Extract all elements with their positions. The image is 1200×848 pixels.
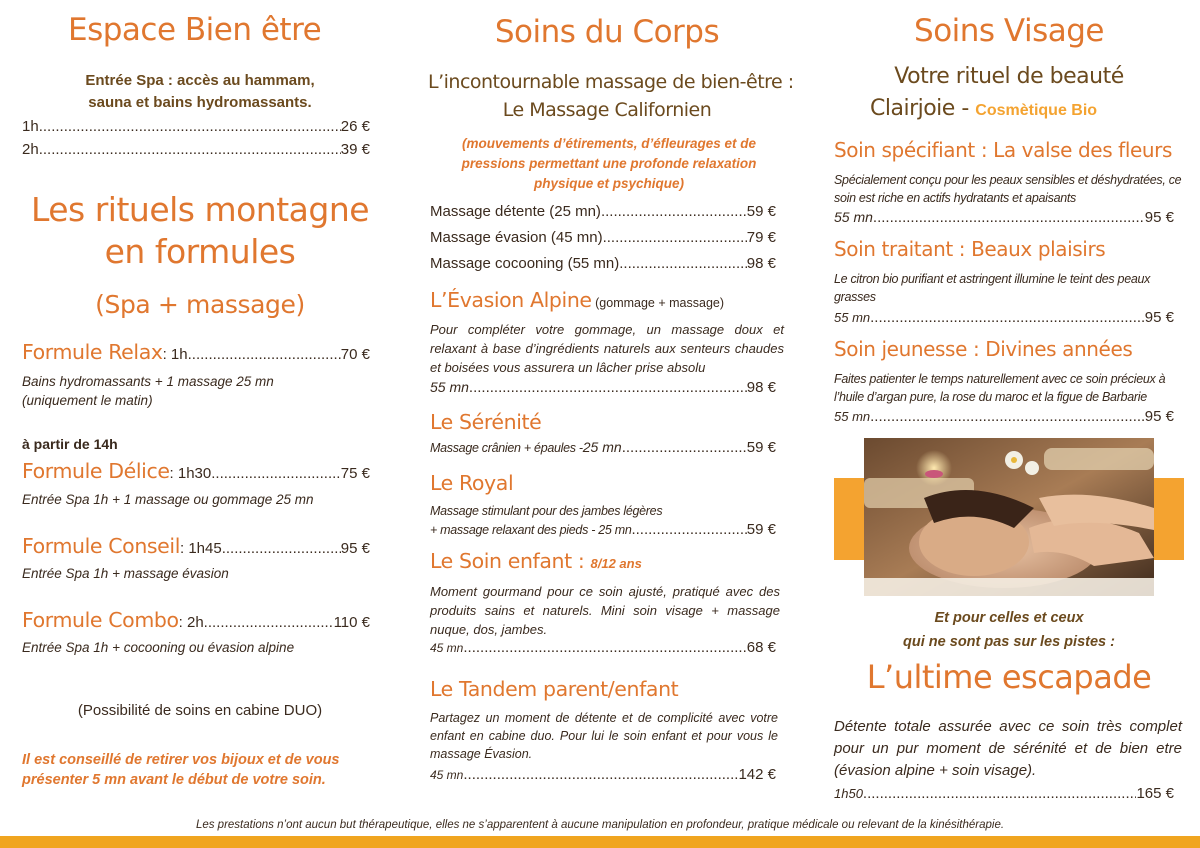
rituel-brand: Clairjoie -: [870, 96, 976, 121]
formule-price: 95 €: [340, 540, 370, 557]
royal-title: Le Royal: [430, 471, 514, 495]
facial-massage-photo: [864, 438, 1154, 596]
section-title: Espace Bien être: [68, 12, 322, 48]
serenite-duration: 25 mn: [582, 439, 622, 455]
soin-enfant-duration: 45 mn: [430, 641, 464, 655]
soin-visage-duration: 55 mn: [834, 310, 871, 325]
massage-price: 59 €: [746, 203, 776, 220]
soin-visage-price: 95 €: [1144, 309, 1174, 326]
spa-price-row: [22, 141, 370, 158]
evasion-alpine-duration: 55 mn: [430, 379, 469, 395]
soin-visage-desc: Spécialement conçu pour les peaux sensibles et déshydratées, ce soin est riche en actifs hydratants et apaisants: [834, 173, 1182, 205]
column-soins-visage: [834, 0, 1184, 810]
formule-price: 75 €: [340, 465, 370, 482]
advice-note: Il est conseillé de retirer vos bijoux et de vous présenter 5 mn avant le début de votre soin.: [22, 752, 340, 788]
massage-price-row: [430, 255, 776, 272]
duo-note: (Possibilité de soins en cabine DUO): [77, 702, 323, 719]
massage-price-row: [430, 203, 776, 220]
soin-enfant-heading: [430, 549, 642, 573]
formule-price: 110 €: [333, 614, 370, 631]
ultime-escapade-price: 165 €: [1136, 785, 1174, 802]
formule-delice-row: [22, 459, 370, 483]
evasion-alpine-title: L’Évasion Alpine: [430, 288, 592, 312]
formule-desc: Entrée Spa 1h + massage évasion: [22, 566, 229, 581]
disclaimer: Les prestations n’ont aucun but thérapeutique, elles ne s’apparentent à aucune manipulation en profondeur, pratique médicale ou relevant de la kinésithérapie.: [195, 819, 1005, 831]
soin-visage-price: 95 €: [1144, 209, 1174, 226]
formule-name: Formule Relax: [22, 340, 163, 364]
soin-visage-duration: 55 mn: [834, 409, 871, 424]
californien-subtitle-2: Le Massage Californien: [502, 99, 712, 121]
royal-desc-line-2: + massage relaxant des pieds - 25 mn: [430, 523, 632, 537]
price-value: 39 €: [340, 141, 370, 158]
spa-intro-line-2: sauna et bains hydromassants.: [88, 94, 312, 111]
spa-price-row: [22, 118, 370, 135]
serenite-price-row: [430, 438, 776, 457]
serenite-title: Le Sérénité: [430, 410, 542, 434]
price-label: 1h: [22, 118, 39, 135]
rituel-subtitle-2: [870, 96, 1097, 121]
royal-desc-line-1: Massage stimulant pour des jambes légères: [430, 504, 663, 518]
soin-visage-price: 95 €: [1144, 408, 1174, 425]
evasion-alpine-desc: Pour compléter votre gommage, un massage doux et relaxant à base d’ingrédients naturels aux senteurs chaudes et boisées vous assurera un lâcher prise absolu: [430, 322, 784, 375]
price-value: 26 €: [340, 118, 370, 135]
pistes-line-2: qui ne sont pas sur les pistes :: [903, 634, 1115, 650]
soin-visage-title: Soin traitant : Beaux plaisirs: [834, 237, 1106, 261]
evasion-alpine-price: 98 €: [746, 379, 776, 396]
soin-visage-desc: Faites patienter le temps naturellement avec ce soin précieux à l’huile d’argan pure, la rose du maroc et la figue de Barbarie: [834, 372, 1166, 404]
soin-enfant-age: 8/12 ans: [590, 556, 642, 571]
formule-duration: : 1h30: [169, 465, 212, 482]
massage-label: Massage évasion (45 mn): [430, 229, 603, 246]
pistes-line-1: Et pour celles et ceux: [934, 610, 1084, 626]
tandem-price: 142 €: [738, 766, 776, 783]
formule-name: Formule Combo: [22, 608, 179, 632]
formule-combo-row: [22, 608, 370, 632]
soin-visage-price-row: [834, 308, 1174, 327]
massage-price-row: [430, 229, 776, 246]
soin-visage-duration: 55 mn: [834, 209, 873, 225]
royal-price-row: [430, 521, 776, 539]
from-14h-label: à partir de 14h: [22, 436, 118, 452]
rituel-subtitle-1: Votre rituel de beauté: [894, 64, 1124, 89]
soin-enfant-title: Le Soin enfant :: [430, 549, 591, 573]
californien-desc: (mouvements d’étirements, d’éfleurages et de pressions permettant une profonde relaxation physique et psychique): [461, 136, 757, 191]
californien-subtitle-1: L’incontournable massage de bien-être :: [428, 71, 794, 93]
formule-duration: : 1h45: [180, 540, 222, 557]
massage-price: 98 €: [746, 255, 776, 272]
section-title: Soins du Corps: [494, 14, 720, 50]
ultime-escapade-desc: Détente totale assurée avec ce soin très complet pour un pur moment de sérénité et de bien etre (évasion alpine + soin visage).: [834, 718, 1182, 779]
ultime-escapade-title: L’ultime escapade: [866, 658, 1152, 696]
soin-visage-title: Soin jeunesse : Divines années: [834, 337, 1133, 361]
formule-desc: Entrée Spa 1h + cocooning ou évasion alpine: [22, 640, 295, 655]
tandem-duration: 45 mn: [430, 768, 464, 782]
spa-intro-line-1: Entrée Spa : accès au hammam,: [85, 72, 315, 89]
rituals-title-line-2: en formules: [104, 232, 296, 271]
massage-label: Massage cocooning (55 mn): [430, 255, 620, 272]
soin-enfant-desc: Moment gourmand pour ce soin ajusté, pratiqué avec des produits sains et naturels. Mini soin visage + massage nuque, dos, jambes.: [430, 584, 780, 637]
soin-visage-desc: Le citron bio purifiant et astringent illumine le teint des peaux grasses: [834, 272, 1151, 304]
column-soins-du-corps: [428, 0, 794, 800]
tandem-price-row: [430, 766, 776, 785]
serenite-price: 59 €: [746, 439, 776, 456]
bottom-accent-bar: [0, 836, 1200, 848]
formule-desc: Bains hydromassants + 1 massage 25 mn (uniquement le matin): [22, 374, 274, 408]
section-title: Soins Visage: [914, 13, 1104, 49]
column-espace-bien-etre: [22, 0, 374, 800]
ultime-escapade-duration: 1h50: [834, 786, 863, 801]
formule-duration: : 1h: [162, 346, 188, 363]
formule-relax-row: [22, 340, 370, 364]
evasion-alpine-heading: [430, 288, 724, 312]
tandem-desc: Partagez un moment de détente et de complicité avec votre enfant en cabine duo. Pour lui le soin enfant et pour vous le massage Évasion.: [430, 711, 778, 761]
massage-label: Massage détente (25 mn): [430, 203, 601, 220]
ultime-escapade-price-row: [834, 784, 1174, 803]
formule-price: 70 €: [340, 346, 370, 363]
rituals-subtitle: (Spa + massage): [95, 290, 305, 319]
spa-photo-block: [834, 438, 1184, 596]
formule-name: Formule Conseil: [22, 534, 180, 558]
soin-enfant-price: 68 €: [746, 639, 776, 656]
evasion-alpine-note: (gommage + massage): [591, 296, 725, 310]
tandem-title: Le Tandem parent/enfant: [430, 677, 679, 701]
soin-visage-price-row: [834, 407, 1174, 426]
formule-conseil-row: [22, 534, 370, 558]
soin-visage-title: Soin spécifiant : La valse des fleurs: [834, 138, 1173, 162]
rituals-title-line-1: Les rituels montagne: [30, 190, 370, 229]
price-label: 2h: [22, 141, 39, 158]
massage-price: 79 €: [746, 229, 776, 246]
soin-enfant-price-row: [430, 639, 776, 658]
royal-price: 59 €: [746, 521, 776, 538]
soin-visage-price-row: [834, 208, 1174, 227]
formule-duration: : 2h: [178, 614, 204, 631]
serenite-desc: Massage crânien + épaules -: [430, 441, 583, 455]
formule-name: Formule Délice: [22, 459, 170, 483]
rituel-bio-label: Cosmètique Bio: [975, 102, 1098, 119]
formule-desc: Entrée Spa 1h + 1 massage ou gommage 25 mn: [22, 492, 314, 507]
evasion-alpine-price-row: [430, 378, 776, 397]
